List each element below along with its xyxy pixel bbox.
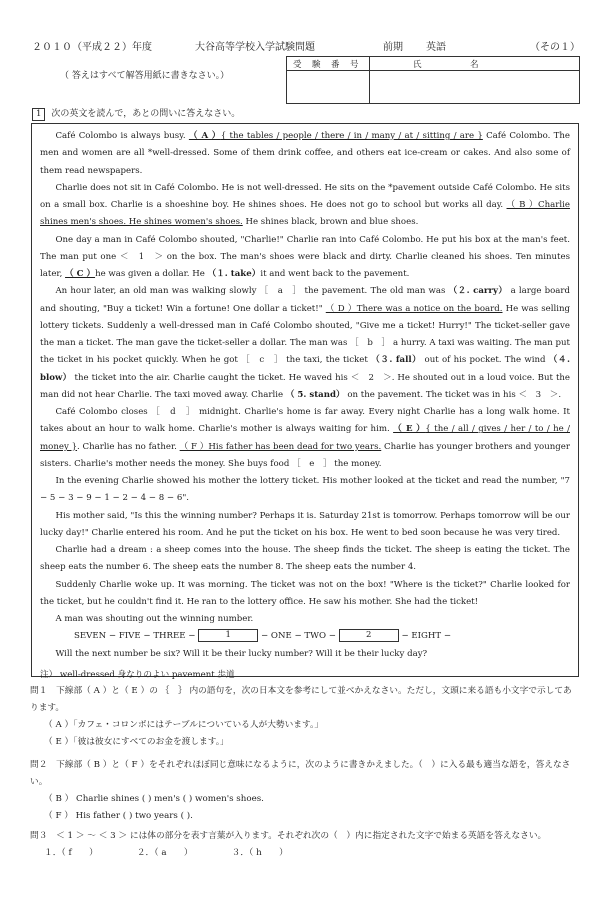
question-1-text: 問１ 下線部（ A ）と（ E ）の ｛ ｝ 内の語句を，次の日本文を参考にして並べかえなさい。ただし，文頭に来る語も小文字で示してあります。	[30, 686, 572, 713]
paragraph-4: An hour later, an old man was walking slowly ［ a ］ the pavement. The old man was （２. carry） a large board and shouting, "Buy a ticket! Win a fortune! One dollar a ticket!" （ D ）There was a notice on the board. He was selling lottery tickets. Suddenly a well-dressed man in Café Colombo shouted, "Give me a ticket! Hurry!" The ticket-seller gave the man a ticket. The man gave the ticket-seller a dollar. The man was ［ b ］ a hurry. A taxi was waiting. The man put the ticket in his pocket quickly. When he got ［ c ］ the taxi, the ticket （３. fall） out of his pocket. The wind （４. blow） the ticket into the air. Charlie caught the ticket. He waved his ＜ 2 ＞. He shouted out in a loud voice. But the man did not hear Charlie. The taxi moved away. Charlie （ 5. stand） on the pavement. The ticket was in his ＜ 3 ＞.	[40, 286, 571, 400]
answer-note: （ 答えはすべて解答用紙に書きなさい。）	[60, 71, 230, 81]
underline-B: （ B ）Charlie shines men's shoes. He shines women's shoes.	[40, 200, 570, 228]
number-box-2: 2	[339, 629, 399, 642]
winning-number-line: SEVEN − FIVE − THREE − 1 − ONE − TWO − 2 − EIGHT −	[74, 630, 452, 642]
lottery-number: "7 − 5 − 3 − 9 − 1 − 2 − 4 − 8 − 6".	[40, 476, 570, 504]
question-2-F: （ F ） His father ( ) two years ( ).	[44, 811, 193, 821]
section-heading	[32, 106, 240, 121]
paragraph-9: Suddenly Charlie woke up. It was morning. The ticket was not on the box! "Where is the ticket?" Charlie looked for the ticket, but he couldn't find it. He ran to the lottery office. He saw his mother. She had the ticket!	[40, 579, 570, 607]
verb-blow: （４. blow）	[40, 355, 571, 383]
underline-C: （ C ）	[65, 269, 96, 279]
underline-F: （ F ）His father has been dead for two years.	[179, 441, 382, 452]
paragraph-5: Café Colombo closes ［ d ］ midnight. Charlie's home is far away. Every night Charlie has a long walk home. It takes about an hour to walk home. Charlie's mother is always waiting for him. （ E ）{ the / all / gives / her / to / he / money }. Charlie has no father. （ F ）His father has been dead for two years. Charlie has younger brothers and younger sisters. Charlie's mother needs the money. She buys food ［ e ］ the money.	[40, 407, 571, 469]
paragraph-7: His mother said, "Is this the winning number? Perhaps it is. Saturday 21st is tomorrow. Perhaps tomorrow will be our lucky day!" Charlie entered his room. And he put the ticket on his box. He went to bed soon because he was very tired.	[40, 510, 570, 538]
reorder-words-A: { the tables / people / there / in / many / at / sitting / are }	[220, 131, 483, 141]
section-instruction: 次の英文を読んで，あとの問いに答えなさい。	[51, 109, 241, 119]
blank-b: ［ b ］	[350, 338, 391, 348]
exam-number-label: 受 験 番 号	[293, 60, 360, 70]
question-2-B: （ B ） Charlie shines ( ) men's ( ) women's shoes.	[44, 794, 264, 804]
verb-take: （１. take）	[207, 269, 261, 279]
underline-E: （ E ）	[393, 424, 426, 435]
school-name: 大谷高等学校入学試験問題	[195, 42, 315, 53]
verb-carry: （２. carry）	[448, 286, 508, 297]
page-part: （その１）	[530, 42, 580, 53]
verb-stand: （ 5. stand）	[285, 389, 345, 400]
gap-2: ＜ 2 ＞	[350, 372, 392, 383]
verb-fall: （３. fall）	[371, 355, 422, 366]
paragraph-8: Charlie had a dream : a sheep comes into the house. The sheep finds the ticket. The sheep is eating the ticket. The sheep eats the number 6. The sheep eats the number 8. The sheep eats the number 4.	[40, 545, 570, 573]
paragraph-3: One day a man in Café Colombo shouted, "Charlie!" Charlie ran into Café Colombo. He put his box at the man's feet. The man put one ＜ 1 ＞ on the box. The man's shoes were black and dirty. Charlie cleaned his shoes. Ten minutes later, （ C ）he was given a dollar. He （１. take）it and went back to the pavement.	[40, 234, 571, 279]
exam-year: ２０１０（平成２２）年度	[32, 42, 152, 53]
paragraph-6: In the evening Charlie showed his mother the lottery ticket. His mother looked at the ticket and read the number, "7 − 5 − 3 − 9 − 1 − 2 − 4 − 8 − 6".	[40, 476, 570, 504]
exam-term: 前期	[383, 42, 403, 53]
reading-passage	[31, 123, 579, 680]
question-3-options: １．（ f ） ２．（ a ） ３．（ h ）	[44, 848, 288, 858]
gap-3: ＜ 3 ＞	[518, 389, 559, 400]
question-1	[30, 683, 580, 751]
question-2	[30, 757, 580, 825]
question-3	[30, 828, 580, 862]
question-2-text: 問２ 下線部（ B ）と（ F ）をそれぞれほぼ同じ意味になるように，次のように書きかえました。（ ）に入る最も適当な語を，答えなさい。	[30, 760, 571, 787]
blank-d: ［ d ］	[151, 407, 196, 417]
reorder-words-E: { the / all / gives / her / to / he / money }	[40, 424, 570, 452]
question-3-text: 問３ ＜ 1 ＞ ～ ＜ 3 ＞ には体の部分を表す言葉が入ります。それぞれ次の（ ）内に指定された文字で始まる英語を答えなさい。	[30, 831, 547, 841]
gap-1: ＜ 1 ＞	[119, 251, 164, 262]
underline-D: （ D ）There was a notice on the board.	[325, 303, 503, 314]
underline-A: （ A ）	[188, 131, 221, 141]
footnote: 注） well-dressed 身なりのよい pavement 歩道	[40, 669, 235, 680]
blank-a: ［ a ］	[259, 286, 302, 297]
blank-c: ［ c ］	[241, 355, 283, 366]
exam-subject: 英語	[426, 42, 446, 53]
paragraph-10: A man was shouting out the winning number.	[55, 614, 254, 624]
paragraph-11: Will the next number be six? Will it be their lucky number? Will it be their lucky day?	[55, 648, 428, 659]
paragraph-2: Charlie does not sit in Café Colombo. He is not well-dressed. He sits on the *pavement outside Café Colombo. He sits on a small box. Charlie is a shoeshine boy. He shines shoes. He does not go to school but works all day. （ B ）Charlie shines men's shoes. He shines women's shoes. He shines black, brown and blue shoes.	[40, 182, 570, 228]
name-label: 氏 名	[413, 60, 480, 70]
paragraph-1: Café Colombo is always busy. （ A ）{ the tables / people / there / in / many / at / sitting / are } Café Colombo. The men and women are all *well-dressed. Some of them drink coffee, and others eat ice-cream or cakes. And also some of them read newspapers.	[40, 131, 571, 176]
question-1-E: （ E ）「彼は彼女にすべてのお金を渡します。」	[44, 737, 229, 747]
number-box-1: 1	[198, 629, 258, 642]
question-1-A: （ A ）「カフェ・コロンボにはテーブルについている人が大勢います。」	[44, 720, 324, 730]
section-number: 1	[32, 108, 45, 121]
blank-e: ［ e ］	[292, 458, 332, 469]
answer-info-box	[286, 56, 580, 104]
